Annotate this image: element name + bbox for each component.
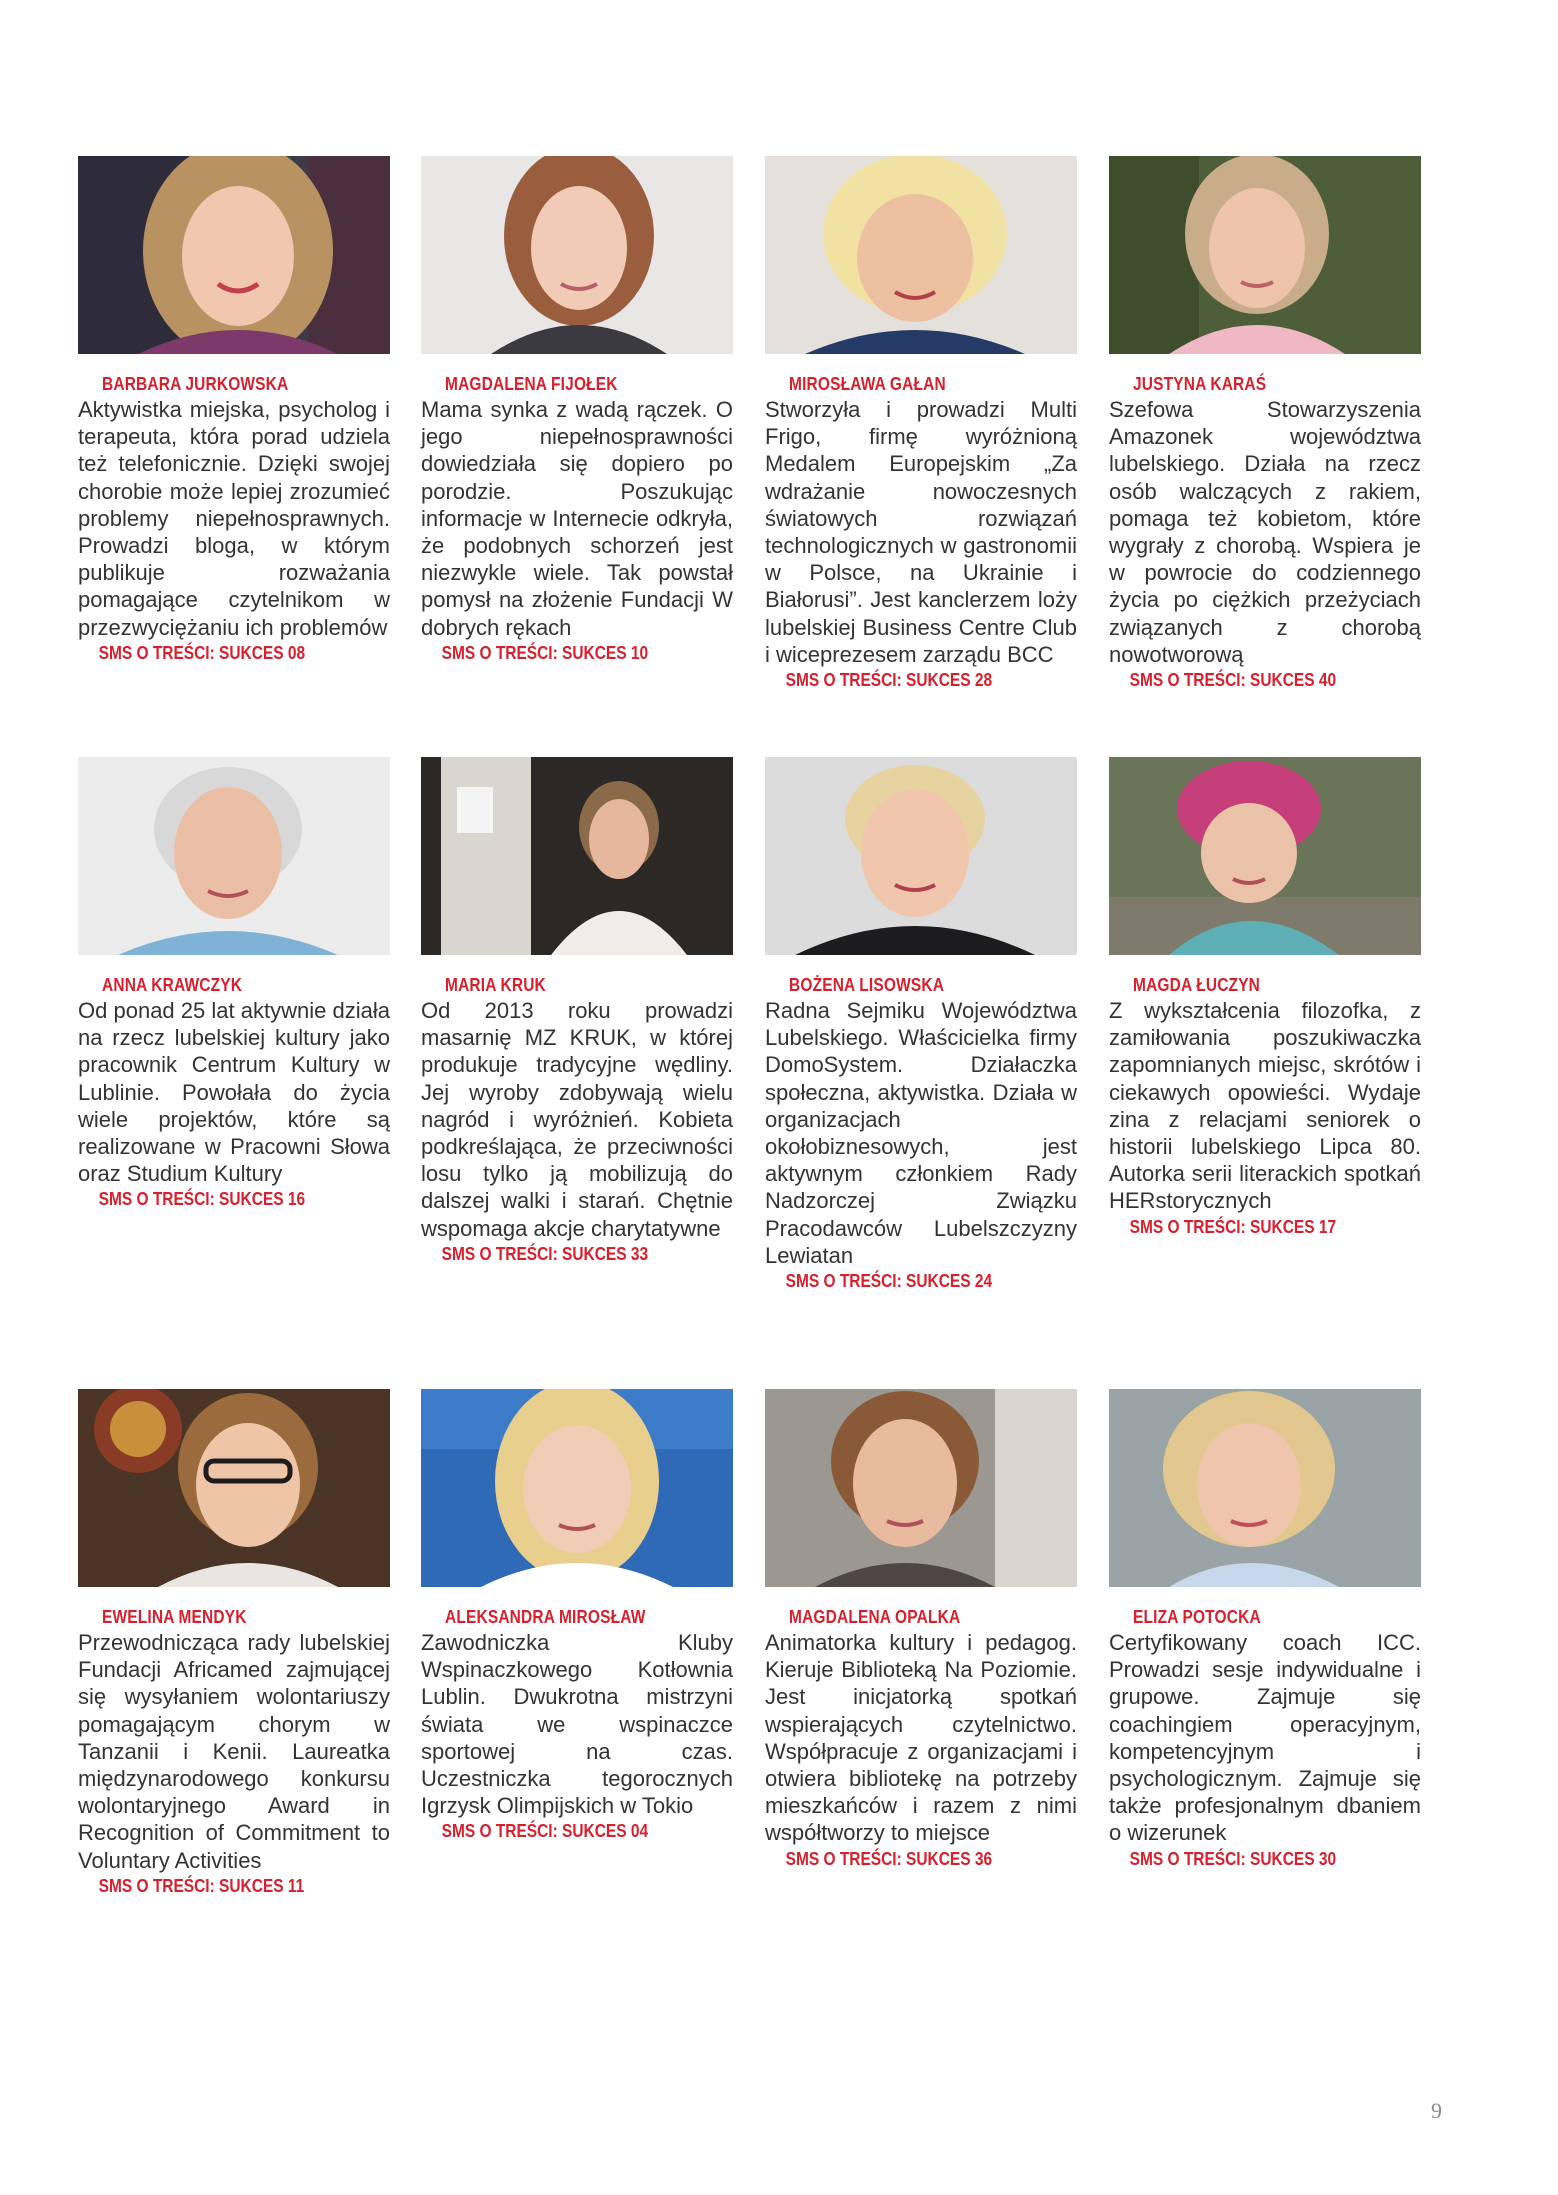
sms-code: SMS O TREŚCI: SUKCES 17: [1129, 1216, 1337, 1237]
sms-code: SMS O TREŚCI: SUKCES 36: [785, 1848, 993, 1869]
sms-code: SMS O TREŚCI: SUKCES 16: [98, 1189, 306, 1210]
portrait-photo: [421, 757, 733, 955]
sms-code: SMS O TREŚCI: SUKCES 10: [441, 642, 649, 663]
portrait-photo: [421, 156, 733, 354]
person-name: MARIA KRUK: [445, 975, 546, 995]
sms-code: SMS O TREŚCI: SUKCES 08: [98, 642, 306, 663]
person-description: Szefowa Stowarzyszenia Amazonek województwa lubelskiego. Działa na rzecz osób walczących z rakiem, pomaga też kobietom, które wygrały z chorobą. Wspiera je w powrocie do codziennego życia po ciężkich przeżyciach związanych z chorobą nowotworową SMS O TREŚCI: SUKCES 40: [1109, 397, 1421, 691]
portrait-photo: [78, 156, 390, 354]
portrait-photo: [1109, 757, 1421, 955]
person-description: Zawodniczka Kluby Wspinaczkowego Kotłownia Lublin. Dwukrotna mistrzyni świata we wspinaczce sportowej na czas. Uczestniczka tegorocznych Igrzysk Olimpijskich w Tokio SMS O TREŚCI: SUKCES 04: [421, 1630, 733, 1842]
portrait-photo: [765, 757, 1077, 955]
portrait-photo: [765, 156, 1077, 354]
sms-code: SMS O TREŚCI: SUKCES 30: [1129, 1848, 1337, 1869]
portrait-photo: [421, 1389, 733, 1587]
person-description: Z wykształcenia filozofka, z zamiłowania poszukiwaczka zapomnianych miejsc, skrótów i ciekawych opowieści. Wydaje zina z relacjami seniorek o historii lubelskiego Lipca 80. Autorka serii literackich spotkań HERstorycznych SMS O TREŚCI: SUKCES 17: [1109, 998, 1421, 1237]
person-description: Mama synka z wadą rączek. O jego niepełnosprawności dowiedziała się dopiero po porodzie. Poszukując informacje w Internecie odkryła, że podobnych schorzeń jest niezwykle wiele. Tak powstał pomysł na złożenie Fundacji W dobrych rękach SMS O TREŚCI: SUKCES 10: [421, 397, 733, 663]
sms-code: SMS O TREŚCI: SUKCES 11: [98, 1875, 305, 1896]
person-description: Animatorka kultury i pedagog. Kieruje Biblioteką Na Poziomie. Jest inicjatorką spotkań wspierających czytelnictwo. Współpracuje z organizacjami i otwiera bibliotekę na potrzeby mieszkańców i razem z nimi współtworzy to miejsce SMS O TREŚCI: SUKCES 36: [765, 1630, 1077, 1869]
person-name: EWELINA MENDYK: [102, 1607, 247, 1627]
person-name: BOŻENA LISOWSKA: [789, 975, 945, 995]
person-description: Od ponad 25 lat aktywnie działa na rzecz lubelskiej kultury jako pracownik Centrum Kultury w Lublinie. Powołała do życia wiele projektów, które są realizowane w Pracowni Słowa oraz Studium Kultury SMS O TREŚCI: SUKCES 16: [78, 998, 390, 1210]
person-name: MAGDA ŁUCZYN: [1133, 975, 1261, 995]
person-name: ELIZA POTOCKA: [1133, 1607, 1261, 1627]
person-description: Przewodnicząca rady lubelskiej Fundacji Africamed zajmującej się wysyłaniem wolontariuszy pomagającym chorym w Tanzanii i Kenii. Laureatka międzynarodowego konkursu wolontaryjnego Award in Recognition of Commitment to Voluntary Activities SMS O TREŚCI: SUKCES 11: [78, 1630, 390, 1896]
portrait-photo: [1109, 156, 1421, 354]
sms-code: SMS O TREŚCI: SUKCES 04: [441, 1821, 649, 1842]
person-description: Aktywistka miejska, psycholog i terapeuta, która porad udziela też telefonicznie. Dzięki swojej chorobie może lepiej zrozumieć problemy niepełnosprawnych. Prowadzi bloga, w którym publikuje rozważania pomagające czytelnikom w przezwyciężaniu ich problemów SMS O TREŚCI: SUKCES 08: [78, 397, 390, 663]
person-name: ANNA KRAWCZYK: [102, 975, 243, 995]
sms-code: SMS O TREŚCI: SUKCES 40: [1129, 670, 1337, 691]
person-name: MAGDALENA FIJOŁEK: [445, 374, 618, 394]
person-description: Od 2013 roku prowadzi masarnię MZ KRUK, w której produkuje tradycyjne wędliny. Jej wyroby zdobywają wielu nagród i wyróżnień. Kobieta podkreślająca, że przeciwności losu tylko ją mobilizują do dalszej walki i starań. Chętnie wspomaga akcje charytatywne SMS O TREŚCI: SUKCES 33: [421, 998, 733, 1264]
person-name: MAGDALENA OPALKA: [789, 1607, 961, 1627]
portrait-photo: [78, 1389, 390, 1587]
portrait-photo: [1109, 1389, 1421, 1587]
person-description: Stworzyła i prowadzi Multi Frigo, firmę wyróżnioną Medalem Europejskim „Za wdrażanie nowoczesnych światowych rozwiązań technologicznych w gastronomii w Polsce, na Ukrainie i Białorusi”. Jest kanclerzem loży lubelskiej Business Centre Club i wiceprezesem zarządu BCC SMS O TREŚCI: SUKCES 28: [765, 397, 1077, 691]
person-description: Radna Sejmiku Województwa Lubelskiego. Właścicielka firmy DomoSystem. Działaczka społeczna, aktywistka. Działa w organizacjach okołobiznesowych, jest aktywnym członkiem Rady Nadzorczej Związku Pracodawców Lubelszczyzny Lewiatan SMS O TREŚCI: SUKCES 24: [765, 998, 1077, 1292]
sms-code: SMS O TREŚCI: SUKCES 28: [785, 670, 993, 691]
person-description: Certyfikowany coach ICC. Prowadzi sesje indywidualne i grupowe. Zajmuje się coachingiem operacyjnym, kompetencyjnym i psychologicznym. Zajmuje się także profesjonalnym dbaniem o wizerunek SMS O TREŚCI: SUKCES 30: [1109, 1630, 1421, 1869]
sms-code: SMS O TREŚCI: SUKCES 24: [785, 1271, 993, 1292]
portrait-photo: [78, 757, 390, 955]
page-number: 9: [1431, 2098, 1442, 2123]
person-name: MIROSŁAWA GAŁAN: [789, 374, 946, 394]
portrait-photo: [765, 1389, 1077, 1587]
person-name: ALEKSANDRA MIROSŁAW: [445, 1607, 646, 1627]
sms-code: SMS O TREŚCI: SUKCES 33: [441, 1243, 649, 1264]
person-name: BARBARA JURKOWSKA: [102, 374, 289, 394]
person-name: JUSTYNA KARAŚ: [1133, 374, 1267, 394]
